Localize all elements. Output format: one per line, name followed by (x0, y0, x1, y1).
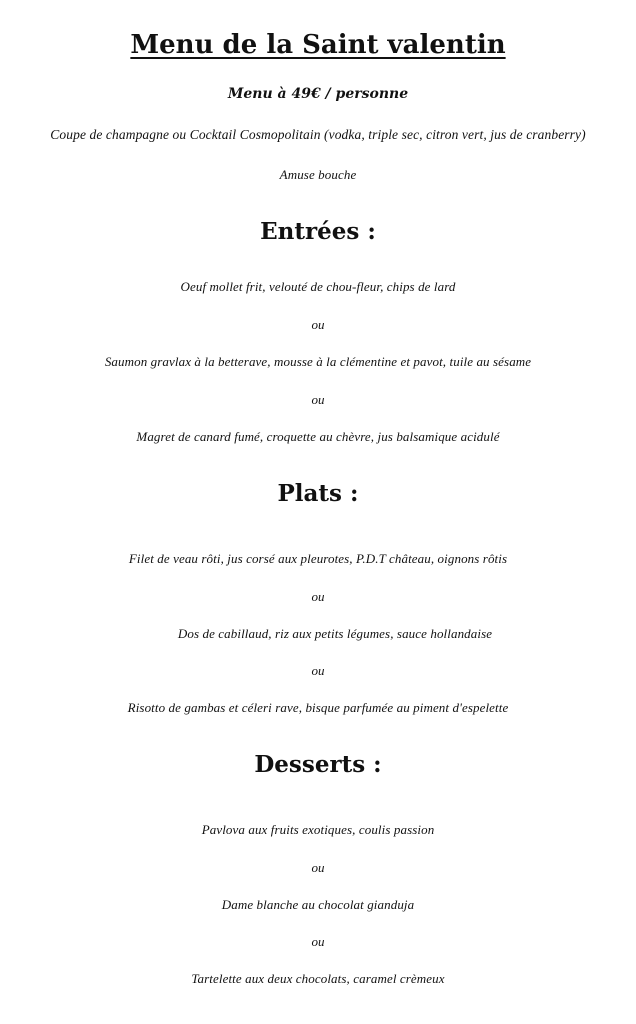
dessert-item-2: Dame blanche au chocolat gianduja (221, 897, 415, 912)
plat-item-1: Filet de veau rôti, jus corsé aux pleurotes, P.D.T château, oignons rôtis (128, 551, 508, 566)
dessert-item-3: Tartelette aux deux chocolats, caramel crèmeux (191, 971, 445, 986)
or-separator: ou (311, 663, 325, 678)
or-separator: ou (311, 860, 325, 875)
dessert-item-1: Pavlova aux fruits exotiques, coulis passion (201, 822, 435, 837)
desserts-heading: Desserts : (254, 751, 382, 778)
or-separator: ou (311, 392, 325, 407)
plat-item-3: Risotto de gambas et céleri rave, bisque parfumée au piment d'espelette (127, 700, 509, 715)
plat-item-2: Dos de cabillaud, riz aux petits légumes, sauce hollandaise (177, 626, 493, 641)
or-separator: ou (311, 317, 325, 332)
plats-heading: Plats : (277, 480, 359, 507)
or-separator: ou (311, 934, 325, 949)
aperitif-line: Coupe de champagne ou Cocktail Cosmopolitain (vodka, triple sec, citron vert, jus de cranberry) (50, 127, 586, 142)
entree-item-1: Oeuf mollet frit, velouté de chou-fleur, chips de lard (180, 279, 456, 294)
entree-item-2: Saumon gravlax à la betterave, mousse à la clémentine et pavot, tuile au sésame (104, 354, 532, 369)
menu-price: Menu à 49€ / personne (227, 86, 409, 102)
amuse-bouche-line: Amuse bouche (279, 167, 357, 182)
entree-item-3: Magret de canard fumé, croquette au chèvre, jus balsamique acidulé (136, 429, 500, 444)
or-separator: ou (311, 589, 325, 604)
entrees-heading: Entrées : (260, 218, 376, 245)
menu-title: Menu de la Saint valentin (130, 30, 506, 60)
